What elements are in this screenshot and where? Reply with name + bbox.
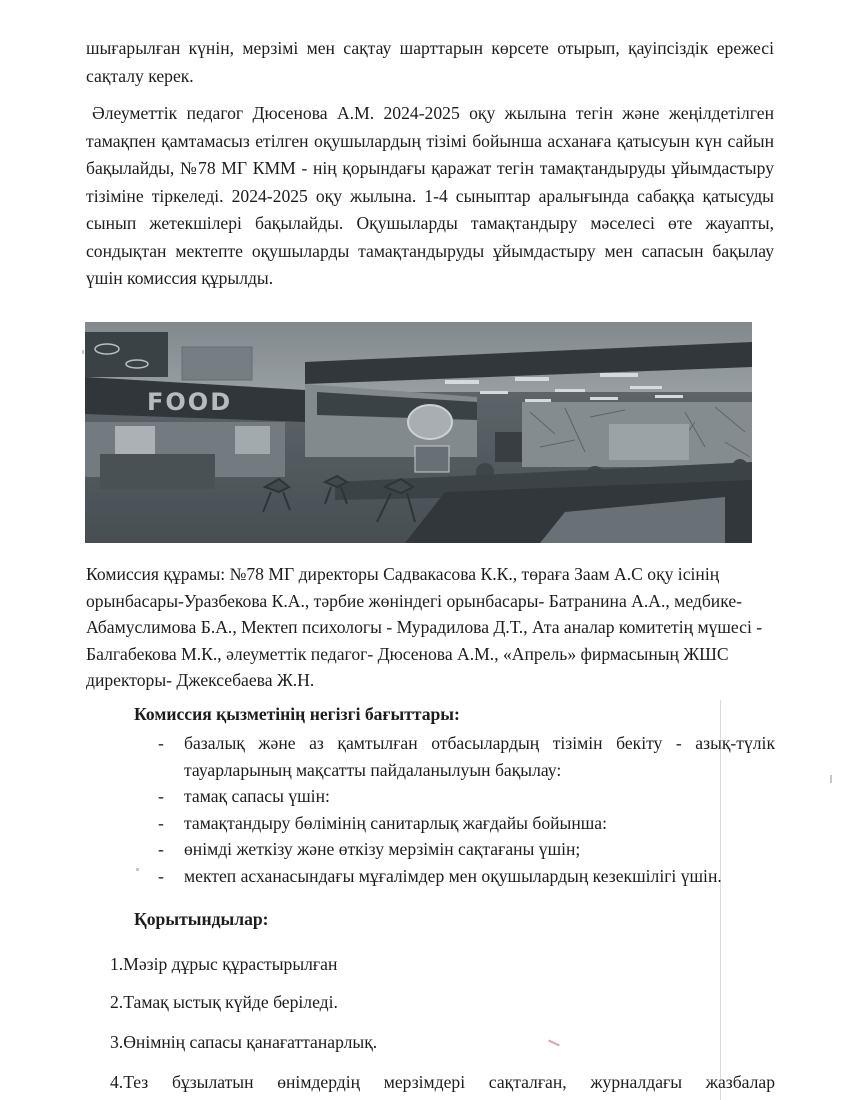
direction-item [158,783,775,810]
direction-item [158,810,775,837]
direction-item [158,836,775,863]
scan-artifact-line [720,700,721,1100]
direction-item [158,863,775,890]
list-dash: - [158,839,164,859]
canteen-photo-illustration [85,322,752,543]
directions-heading: Комиссия қызметінің негізгі бағыттары: [134,704,460,724]
conclusion-item: 2.Тамақ ыстық күйде беріледі. [110,992,338,1012]
scan-speck [136,868,139,871]
direction-text: тамақтандыру бөлімінің санитарлық жағдайы бойынша: [184,812,608,833]
canteen-photo [85,322,752,543]
directions-list [158,730,775,889]
paragraph-safety-rules: шығарылған күнін, мерзімі мен сақтау шарттарын көрсете отырып, қауіпсіздік ережесі сақталу керек. [86,38,774,86]
conclusion-item: 4.Тез бұзылатын өнімдердің мерзімдері сақталған, журналдағы жазбалар [110,1072,775,1092]
photo-tint [85,322,752,543]
scan-speck [82,350,84,354]
commission-members: Комиссия құрамы: №78 МГ директоры Садвакасова К.К., төраға Заам А.С оқу ісінің орынбасары-Уразбекова К.А., тәрбие жөніндегі орынбасары- Батранина А.А., медбике- Абамуслимова Б.А., Мектеп психологы - Мурадилова Д.Т., Ата аналар комитетің мүшесі - Балгабекова М.К., әлеуметтік педагог- Дюсенова А.М., «Апрель» фирмасының ЖШС директоры- Джексебаева Ж.Н. [86,564,763,690]
conclusions-heading: Қорытындылар: [134,909,269,929]
direction-text: өнімді жеткізу және өткізу мерзімін сақтағаны үшін; [184,839,581,859]
conclusion-item: 3.Өнімнің сапасы қанағаттанарлық. [110,1032,378,1052]
direction-text: тамақ сапасы үшін: [184,786,330,806]
list-dash: - [158,786,164,806]
direction-item [158,730,775,783]
paragraph-social-pedagogue: Әлеуметтік педагог Дюсенова А.М. 2024-2025 оқу жылына тегін және жеңілдетілген тамақпен қамтамасыз етілген оқушылардың тізімі бойынша асханаға қатысуын күн сайын бақылайды, №78 МГ КММ - нің қорындағы қаражат тегін тамақтандыруды ұйымдастыру тізіміне тіркеледі. 2024-2025 оқу жылына. 1-4 сыныптар аралығында сабаққа қатысуды сынып жетекшілері бақылайды. Оқушыларды тамақтандыру мәселесі өте жауапты, сондықтан мектепте оқушыларды тамақтандыруды ұйымдастыру мен сапасын бақылау үшін комиссия құрылды. [86,103,774,288]
list-dash: - [158,812,164,833]
direction-text: базалық және аз қамтылған отбасылардың тізімін бекіту - азық-түлік тауарларының мақсатты пайдаланылуын бақылау: [184,733,775,780]
food-sign-text: FOOD [147,388,233,416]
scan-speck [830,775,832,783]
list-dash: - [158,865,164,886]
direction-text: мектеп асханасындағы мұғалімдер мен оқушылардың кезекшілігі үшін. [184,865,722,886]
conclusion-item: 1.Мәзір дұрыс құрастырылған [110,954,338,974]
list-dash: - [158,733,164,753]
